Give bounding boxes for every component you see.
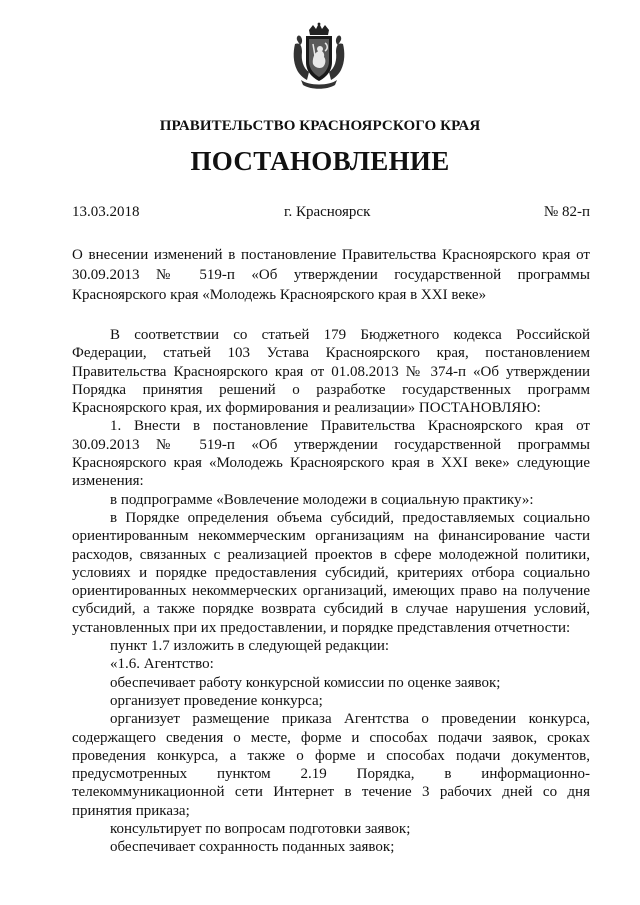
paragraph-clause: пункт 1.7 изложить в следующей редакции: — [110, 638, 390, 655]
document-type-title: ПОСТАНОВЛЕНИЕ — [190, 146, 450, 176]
paragraph-duty: организует проведение конкурса; — [110, 692, 323, 709]
paragraph-procedure: в Порядке определения объема субсидий, предоставляемых социально ориентированным некоммерческим организациям на финансирование части расходов, связанных с реализацией проектов в сфере молодежной политики, условиях и порядке предоставления субсидий, критериях отбора социально ориентированных некоммерческих организаций, имеющих право на получение субсидий, а также порядке возврата субсидий в случае нарушения условий, установленных при их предоставлении, и порядке представления отчетности: — [72, 509, 590, 636]
document-date: 13.03.2018 — [72, 204, 140, 220]
krasnoyarsk-coat-of-arms-icon — [291, 22, 347, 90]
document-number: № 82-п — [543, 204, 590, 220]
paragraph-duty: обеспечивает сохранность поданных заявок; — [110, 839, 395, 856]
paragraph-duty: организует размещение приказа Агентства о проведении конкурса, содержащего сведения о месте, форме и способах подачи заявок, сроках проведения конкурса, а также о форме и способах подачи документов, предусмотренных пунктом 2.19 Порядка, в информационно-телекоммуникационной сети Интернет в течение 3 рабочих дней со дня принятия приказа; — [72, 711, 590, 819]
paragraph-duty: консультирует по вопросам подготовки заявок; — [110, 821, 411, 838]
document-subject: О внесении изменений в постановление Правительства Красноярского края от 30.09.2013 № 519-п «Об утверждении государственной программы Красноярского края «Молодежь Красноярского края в XXI веке» — [72, 247, 590, 303]
document-city: г. Красноярск — [284, 204, 371, 220]
paragraph-agency: «1.6. Агентство: — [110, 656, 214, 673]
government-title: ПРАВИТЕЛЬСТВО КРАСНОЯРСКОГО КРАЯ — [159, 118, 481, 134]
document-meta-row — [72, 204, 590, 226]
paragraph-subprogram: в подпрограмме «Вовлечение молодежи в социальную практику»: — [110, 491, 534, 508]
paragraph-duty: обеспечивает работу конкурсной комиссии по оценке заявок; — [110, 674, 501, 691]
paragraph-preamble: В соответствии со статьей 179 Бюджетного кодекса Российской Федерации, статьей 103 Устава Красноярского края, постановлением Правительства Красноярского края от 01.08.2013 № 374-п «Об утверждении Порядка принятия решений о разработке государственных программ Красноярского края, их формирования и реализации» ПОСТАНОВЛЯЮ: — [72, 327, 590, 417]
document-body — [72, 326, 590, 857]
paragraph-item-1: 1. Внести в постановление Правительства Красноярского края от 30.09.2013 № 519-п «Об утверждении государственной программы Красноярского края «Молодежь Красноярского края в XXI веке» следующие изменения: — [72, 418, 590, 490]
